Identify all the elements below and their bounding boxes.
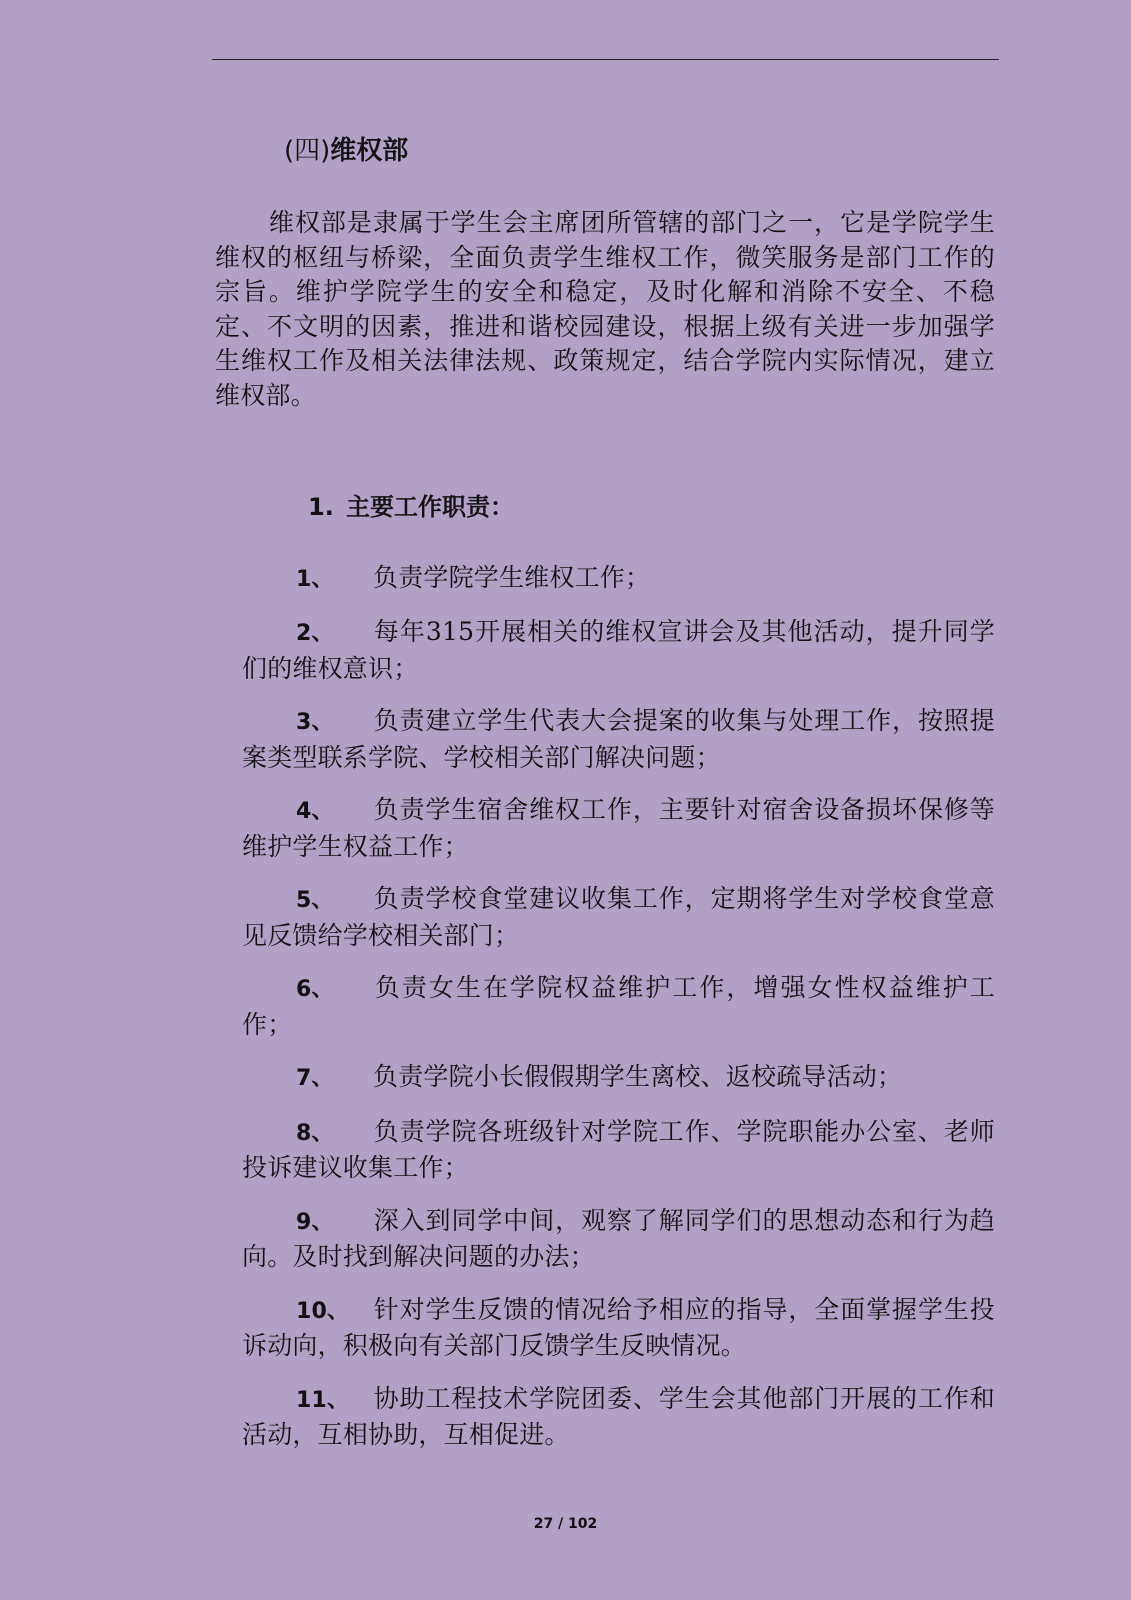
duty-item (242, 1293, 995, 1364)
duty-number: 4、 (296, 799, 334, 825)
duty-number: 11、 (296, 1387, 350, 1413)
duty-item (242, 615, 995, 686)
duty-text: 负责学生宿舍维权工作，主要针对宿舍设备损坏保修等维护学生权益工作； (242, 795, 995, 861)
section-heading (284, 134, 408, 168)
duty-number: 6、 (296, 977, 334, 1003)
duty-text: 协助工程技术学院团委、学生会其他部门开展的工作和活动，互相协助，互相促进。 (242, 1383, 995, 1450)
duty-item (242, 1060, 995, 1097)
duty-text: 负责学院学生维权工作； (373, 563, 651, 592)
duty-text: 负责学校食堂建议收集工作，定期将学生对学校食堂意见反馈给学校相关部门； (242, 884, 995, 950)
section-number: (四) (284, 136, 331, 166)
duty-text: 深入到同学中间，观察了解同学们的思想动态和行为趋向。及时找到解决问题的办法； (242, 1205, 995, 1272)
duty-text: 负责学院各班级针对学院工作、学院职能办公室、老师投诉建议收集工作； (242, 1116, 995, 1183)
duty-text: 针对学生反馈的情况给予相应的指导，全面掌握学生投诉动向，积极向有关部门反馈学生反映情况。 (242, 1294, 995, 1361)
duty-text: 负责学院小长假假期学生离校、返校疏导活动； (373, 1062, 903, 1092)
duty-item (242, 1115, 995, 1186)
duty-number: 10、 (296, 1298, 350, 1324)
duties-subheading (308, 490, 514, 524)
duty-item (242, 704, 995, 775)
duty-item (242, 1204, 995, 1275)
subheading-number: 1. (308, 493, 334, 521)
duties-list (242, 561, 995, 1471)
duty-number: 5、 (296, 888, 334, 914)
duty-number: 2、 (296, 621, 334, 647)
duty-number: 3、 (296, 710, 334, 736)
duty-text: 每年315开展相关的维权宣讲会及其他活动，提升同学们的维权意识； (242, 617, 995, 683)
duty-number: 1、 (296, 567, 334, 592)
section-title: 维权部 (330, 136, 409, 166)
duty-number: 9、 (296, 1209, 334, 1235)
duty-text: 负责建立学生代表大会提案的收集与处理工作，按照提案类型联系学院、学校相关部门解决问题； (242, 706, 995, 772)
duty-text: 负责女生在学院权益维护工作，增强女性权益维护工作； (242, 973, 995, 1039)
intro-paragraph: 维权部是隶属于学生会主席团所管辖的部门之一，它是学院学生维权的枢纽与桥梁，全面负责学生维权工作，微笑服务是部门工作的宗旨。维护学院学生的安全和稳定，及时化解和消除不安全、不稳定、不文明的因素，推进和谐校园建设，根据上级有关进一步加强学生维权工作及相关法律法规、政策规定，结合学院内实际情况，建立维权部。 (215, 208, 995, 410)
duty-item (242, 882, 995, 953)
duty-item (242, 1382, 995, 1453)
page-number: 27 / 102 (533, 1516, 598, 1532)
duty-item (242, 971, 995, 1042)
duty-item (242, 561, 995, 598)
duty-number: 8、 (296, 1120, 334, 1146)
duty-item (242, 793, 995, 864)
duty-number: 7、 (296, 1066, 334, 1092)
subheading-text: 主要工作职责： (346, 493, 514, 521)
header-rule (212, 59, 999, 60)
